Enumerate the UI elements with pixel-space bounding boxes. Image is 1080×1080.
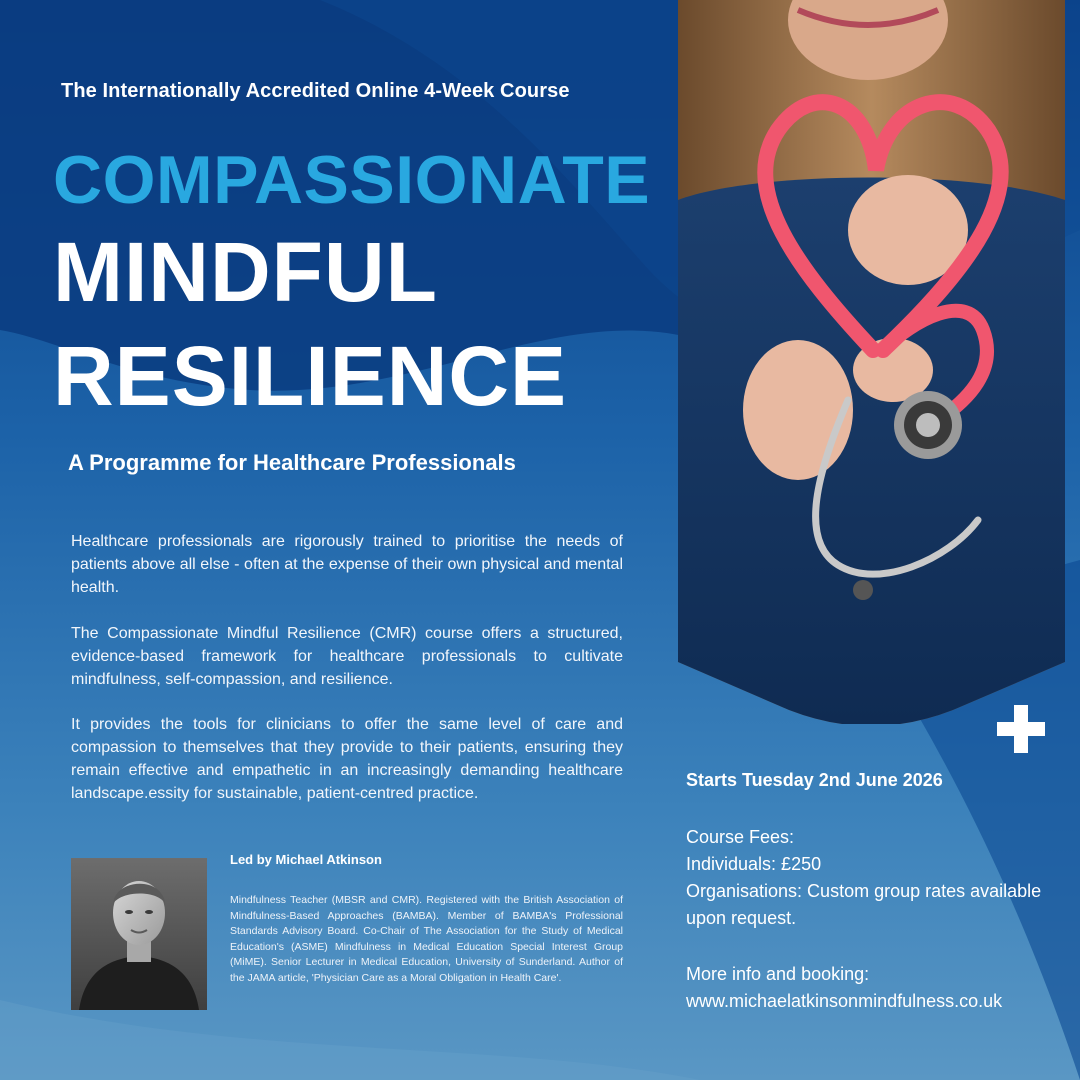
course-kicker: The Internationally Accredited Online 4-Week Course bbox=[61, 80, 570, 102]
fees-organisations: Organisations: Custom group rates available upon request. bbox=[686, 881, 1042, 928]
instructor-photo bbox=[71, 858, 207, 1010]
more-info-label: More info and booking: bbox=[686, 964, 870, 984]
plus-icon bbox=[995, 703, 1047, 755]
title-mindful: MINDFUL bbox=[53, 225, 438, 319]
start-date: Starts Tuesday 2nd June 2026 bbox=[686, 770, 943, 790]
instructor-name: Led by Michael Atkinson bbox=[230, 852, 382, 867]
website-link[interactable]: www.michaelatkinsonmindfulness.co.uk bbox=[686, 991, 1003, 1011]
benefits-paragraph: It provides the tools for clinicians to offer the same level of care and compassion to themselves that they provide to their patients, ensuring they remain effective and empathetic in an increasingly demanding healthcare landscape.essity for sustainable, patient-centred practice. bbox=[71, 716, 623, 802]
heart-stethoscope-photo bbox=[678, 0, 1065, 724]
instructor-bio: Mindfulness Teacher (MBSR and CMR). Registered with the British Association of Mindfulness-Based Approaches (BAMBA). Member of BAMBA's Professional Standards Advisory Board. Co-Chair of The Association for the Study of Medical Education's (ASME) Mindfulness in Medical Education Special Interest Group (MiME). Senior Lecturer in Medical Education, University of Sunderland. Author of the JAMA article, 'Physician Care as a Moral Obligation in Health Care'. bbox=[230, 894, 623, 984]
fees-label: Course Fees: bbox=[686, 827, 795, 847]
course-description-paragraph: The Compassionate Mindful Resilience (CMR) course offers a structured, evidence-based framework for healthcare professionals to cultivate mindfulness, self-compassion, and resilience. bbox=[71, 625, 623, 688]
title-resilience: RESILIENCE bbox=[53, 329, 568, 423]
fees-individuals: Individuals: £250 bbox=[686, 854, 822, 874]
title-compassionate: COMPASSIONATE bbox=[53, 142, 651, 218]
course-subtitle: A Programme for Healthcare Professionals bbox=[68, 450, 516, 475]
intro-paragraph: Healthcare professionals are rigorously trained to prioritise the needs of patients above all else - often at the expense of their own physical and mental health. bbox=[71, 533, 623, 596]
